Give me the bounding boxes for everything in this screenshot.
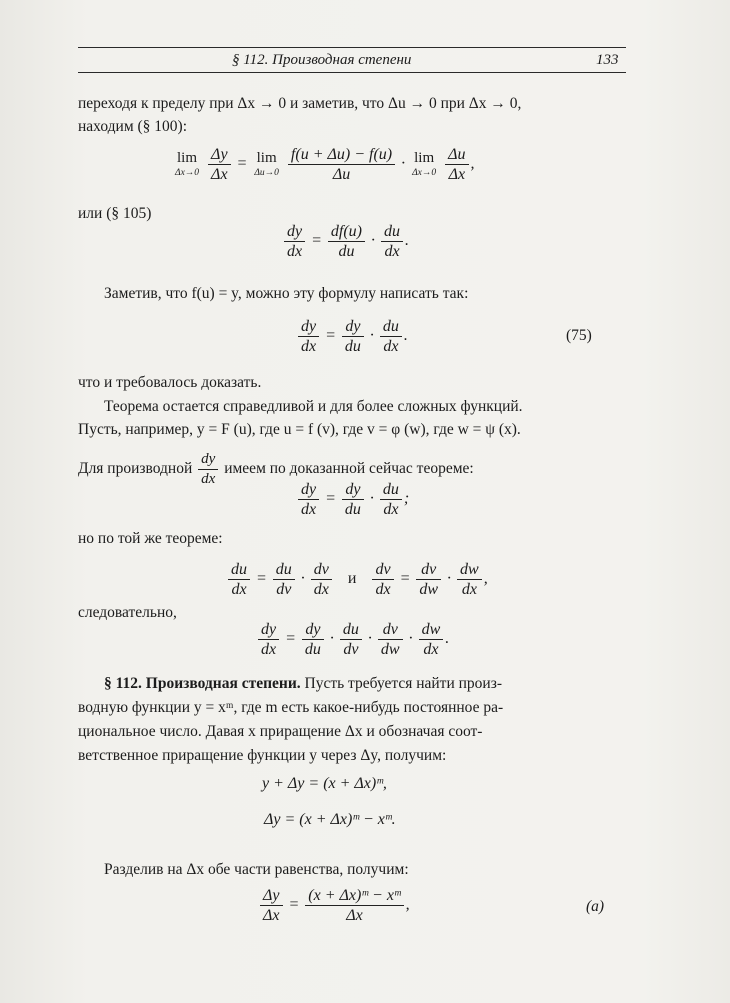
text-line-10: следовательно, (78, 604, 177, 621)
chain-formula-3: $\frac{dy}{dx}$ = $\frac{dy}{du}$ · $\frac{du}{dv}$ · $\frac{dv}{dw}$ · $\frac{dw}{dx}$ . (256, 620, 449, 659)
page-number: 133 (596, 52, 619, 68)
increment-equation-2: Δy = (x + Δx)ᵐ − xᵐ. (264, 811, 396, 828)
derivative-formula-1: $\frac{dy}{dx}$ = $\frac{df(u)}{du}$ · $\frac{du}{dx}$ . (282, 222, 409, 261)
text-line-2: находим (§ 100): (78, 118, 188, 135)
chain-formula-2: $\frac{du}{dx}$ = $\frac{du}{dv}$ · $\frac{dv}{dx}$ и $\frac{dv}{dx}$ = $\frac{dv}{dw}$ · $\frac{dw}{dx}$ , (226, 560, 488, 599)
text-line-5: что и требовалось доказать. (78, 374, 262, 391)
section-112-heading: § 112. Производная степени. (104, 675, 301, 692)
chain-formula-1: $\frac{dy}{dx}$ = $\frac{dy}{du}$ · $\frac{du}{dx}$ ; (296, 480, 409, 519)
text-line-4: Заметив, что f(u) = y, можно эту формулу написать так: (104, 285, 469, 302)
text-line-6: Теорема остается справедливой и для более сложных функций. (104, 398, 523, 415)
increment-equation-1: y + Δy = (x + Δx)ᵐ, (262, 775, 387, 792)
header-bottom-rule (78, 72, 626, 73)
text-line-11: Разделив на Δx обе части равенства, получим: (104, 861, 409, 878)
section-112-line-3: циональное число. Давая x приращение Δx и обозначая соот- (78, 723, 483, 740)
equation-label-a: (a) (586, 898, 605, 915)
section-112-line-1: § 112. Производная степени. Пусть требуется найти произ- (104, 675, 503, 692)
header-top-rule (78, 47, 626, 48)
formula-75: $\frac{dy}{dx}$ = $\frac{dy}{du}$ · $\frac{du}{dx}$ . (296, 317, 408, 356)
limit-formula: lim Δx→0 $\frac{\Delta y}{\Delta x}$ = lim Δu→0 $\frac{f(u + \Delta u) - f(u)}{\Delta u}$ · lim Δx→0 $\frac{\Delta u}{\Delta x}$ , (175, 146, 475, 183)
section-112-line-4: ветственное приращение функции y через Δy, получим: (78, 747, 447, 764)
section-112-line-2: водную функции y = xᵐ, где m есть какое-нибудь постоянное ра- (78, 699, 504, 716)
text-line-3: или (§ 105) (78, 205, 152, 222)
equation-label-75: (75) (566, 327, 592, 344)
text-line-7: Пусть, например, y = F (u), где u = f (v), где v = φ (w), где w = ψ (x). (78, 421, 521, 438)
text-line-9: но по той же теореме: (78, 530, 223, 547)
text-line-8: Для производной $\frac{dy}{dx}$ имеем по доказанной сейчас теореме: (78, 451, 474, 487)
formula-a: $\frac{\Delta y}{\Delta x}$ = $\frac{\text{(x + Δx)ᵐ − xᵐ}}{\Delta x}$ , (258, 886, 410, 925)
running-header-title: § 112. Производная степени (232, 52, 412, 68)
text-line-1: переходя к пределу при Δx → 0 и заметив, что Δu → 0 при Δx → 0, (78, 95, 522, 112)
